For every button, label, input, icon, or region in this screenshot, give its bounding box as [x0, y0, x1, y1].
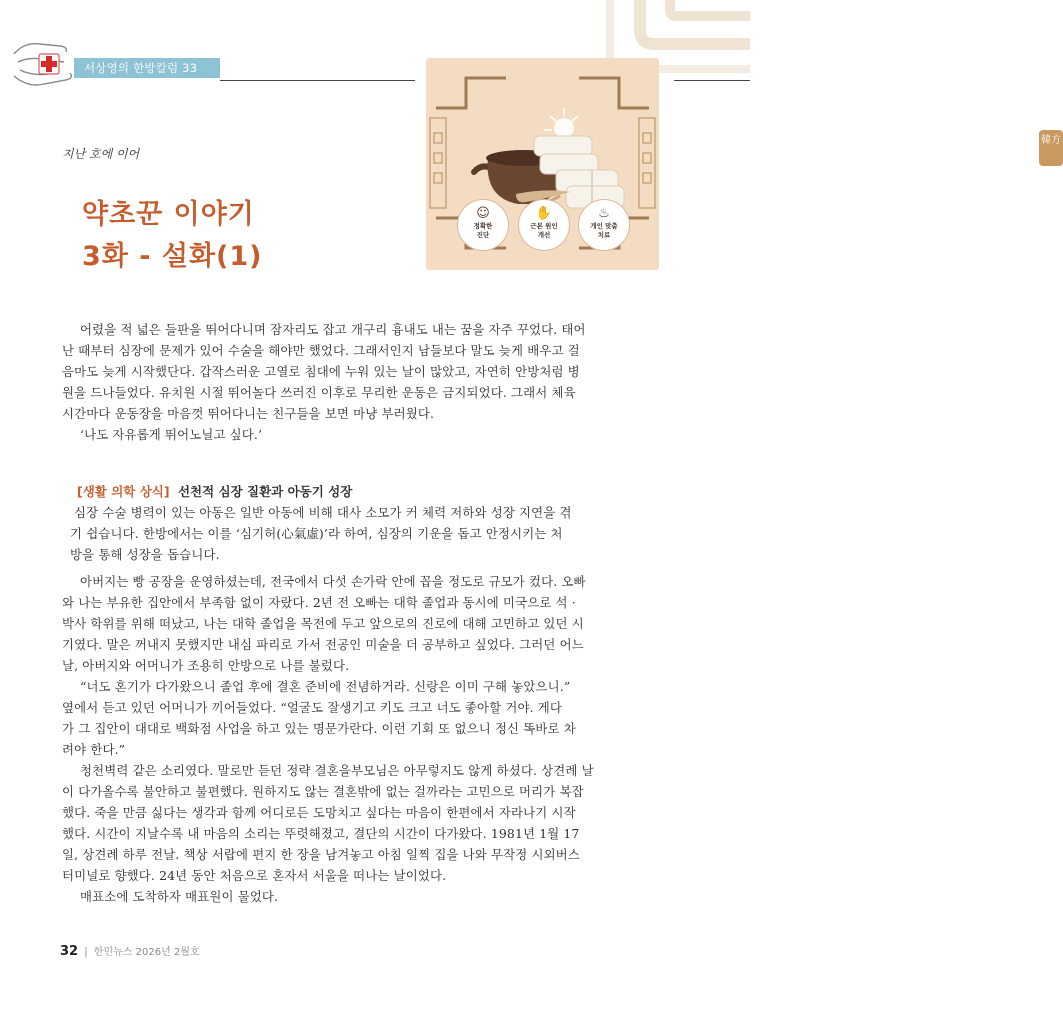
- health-tip-subtitle: 선천적 심장 질환과 아동기 성장: [177, 484, 353, 499]
- story-line: 했다. 죽을 만큼 싫다는 생각과 함께 어디로든 도망치고 싶다는 마음이 한편에서 자라나기 시작: [62, 805, 576, 820]
- story-line: 려야 한다.”: [62, 742, 126, 757]
- story-line: 일, 상견례 하루 전날. 책상 서랍에 편지 한 장을 남겨놓고 아침 일찍 집을 나와 무작정 시외버스: [62, 847, 580, 862]
- story-line: 옆에서 듣고 있던 어머니가 끼어들었다. “얼굴도 잘생기고 키도 크고 너도 좋아할 거야. 게다: [62, 700, 563, 715]
- page-footer: [60, 940, 200, 959]
- health-tip-line: 기 쉽습니다. 한방에서는 이를 ‘심기허(心氣虛)’라 하여, 심장의 기운을 돕고 안정시키는 처: [70, 526, 563, 541]
- intro-line: 음마도 늦게 시작했단다. 갑작스러운 고열로 침대에 누워 있는 날이 많았고, 자연히 안방처럼 병: [62, 364, 580, 379]
- intro-line: 난 때부터 심장에 문제가 있어 수술을 해야만 했었다. 그래서인지 남들보다 말도 늦게 배우고 걸: [62, 343, 580, 358]
- intro-paragraph: [62, 319, 690, 445]
- badge-label-2a: 근본 원인: [530, 222, 558, 230]
- article-title: [82, 194, 263, 278]
- health-tip-line: 방을 통해 성장을 돕습니다.: [70, 547, 220, 562]
- title-line-1: 약초꾼 이야기: [82, 199, 255, 230]
- header-divider-right: [674, 80, 750, 81]
- story-paragraph: [62, 571, 690, 907]
- badge-personalized-treatment: [578, 199, 630, 251]
- intro-quote: ‘나도 자유롭게 뛰어노닐고 싶다.’: [80, 427, 263, 442]
- hanbang-stamp: 韓方: [1039, 130, 1063, 166]
- herb-bowl-icon: ♨: [598, 206, 610, 221]
- header-divider: [220, 80, 415, 81]
- story-line: 아버지는 빵 공장을 운영하셨는데, 전국에서 다섯 손가락 안에 꼽을 정도로 규모가 컸다. 오빠: [80, 574, 586, 589]
- badge-label-1a: 정확한: [473, 222, 493, 230]
- story-line: “너도 혼기가 다가왔으니 졸업 후에 결혼 준비에 전념하거라. 신랑은 이미 구해 놓았으니.”: [80, 679, 571, 694]
- story-line: 매표소에 도착하자 매표원이 물었다.: [80, 889, 279, 904]
- health-tip-line: 심장 수술 병력이 있는 아동은 일반 아동에 비해 대사 소모가 커 체력 저하와 성장 지연을 겪: [74, 505, 572, 520]
- story-line: 날, 아버지와 어머니가 조용히 안방으로 나를 불렀다.: [62, 658, 350, 673]
- story-line: 터미널로 향했다. 24년 동안 처음으로 혼자서 서울을 떠나는 날이었다.: [62, 868, 447, 883]
- health-tip-tag: [생활 의학 상식]: [77, 484, 170, 499]
- page-number: 32: [60, 944, 79, 959]
- story-line: 박사 학위를 위해 떠났고, 나는 대학 졸업을 목전에 두고 앞으로의 진로에 대해 고민하고 있던 시: [62, 616, 584, 631]
- story-line: 청천벽력 같은 소리였다. 말로만 듣던 정략 결혼을부모님은 아무렇지도 않게 하셨다. 상견례 날: [80, 763, 594, 778]
- hand-icon: ✋: [535, 206, 553, 221]
- story-line: 기였다. 말은 꺼내지 못했지만 내심 파리로 가서 전공인 미술을 더 공부하고 싶었다. 그러던 어느: [62, 637, 584, 652]
- continued-note: 지난 호에 이어: [62, 147, 140, 161]
- column-title-badge: 서상영의 한방칼럼 33: [74, 58, 220, 78]
- title-line-2: 3화 - 설화(1): [82, 241, 263, 272]
- intro-line: 원을 드나들었다. 유치원 시절 뛰어놀다 쓰러진 이후로 무리한 운동은 금지되었다. 그래서 체육: [62, 385, 576, 400]
- story-line: 와 나는 부유한 집안에서 부족함 없이 자랐다. 2년 전 오빠는 대학 졸업과 동시에 미국으로 석 ·: [62, 595, 576, 610]
- issue-label: 한민뉴스 2026년 2월호: [93, 947, 200, 958]
- badge-root-cause: [518, 199, 570, 251]
- badge-label-2b: 개선: [537, 231, 551, 239]
- health-tip-paragraph: [62, 502, 690, 565]
- health-tip-heading: [77, 482, 352, 500]
- story-line: 이 다가올수록 불안하고 불편했다. 원하지도 않는 결혼밖에 없는 걸까라는 고민으로 머리가 복잡: [62, 784, 584, 799]
- footer-separator: |: [84, 945, 88, 958]
- story-line: 했다. 시간이 지날수록 내 마음의 소리는 뚜렷해졌고, 결단의 시간이 다가왔다. 1981년 1월 17: [62, 826, 580, 841]
- intro-line: 시간마다 운동장을 마음껏 뛰어다니는 친구들을 보면 마냥 부러웠다.: [62, 406, 435, 421]
- badge-label-3a: 개인 맞춤: [590, 222, 618, 230]
- doctor-icon: ☺: [476, 206, 490, 221]
- hands-cross-logo: [12, 32, 78, 94]
- badge-label-3b: 치료: [597, 231, 611, 239]
- story-line: 가 그 집안이 대대로 백화점 사업을 하고 있는 명문가란다. 이런 기회 또 없으니 정신 똑바로 차: [62, 721, 576, 736]
- badge-label-1b: 진단: [476, 231, 490, 239]
- badge-accurate-diagnosis: [457, 199, 509, 251]
- intro-line: 어렸을 적 넓은 들판을 뛰어다니며 잠자리도 잡고 개구리 흉내도 내는 꿈을 자주 꾸었다. 태어: [80, 322, 586, 337]
